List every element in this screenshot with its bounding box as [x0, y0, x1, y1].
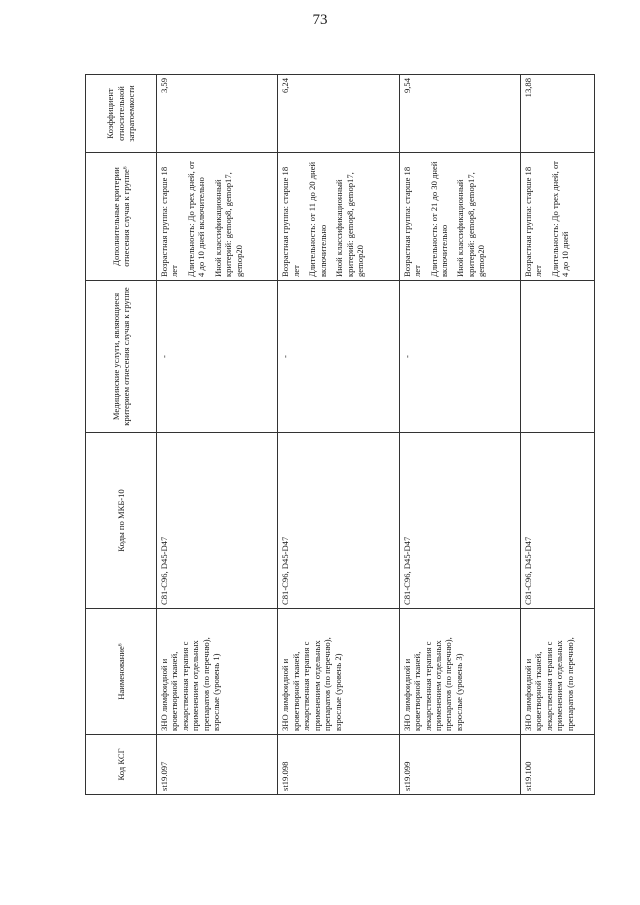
age-criterion: Возрастная группа: старше 18 лет [159, 166, 180, 277]
ksg-code-cell: st19.097 [157, 735, 278, 795]
header-mkb-codes: Коды по МКБ-10 [86, 433, 157, 609]
table-row [520, 75, 594, 795]
table-header-row [86, 75, 157, 795]
services-cell [520, 281, 594, 433]
ksg-code-cell: st19.098 [278, 735, 399, 795]
header-extra-criteria: Дополнительные критерии отнесения случая к группе⁶ [86, 153, 157, 281]
extra-criteria-cell [520, 153, 594, 281]
age-criterion: Возрастная группа: старше 18 лет [280, 166, 301, 277]
table-row [157, 75, 278, 795]
ksg-code-cell: st19.099 [399, 735, 520, 795]
header-medical-services: Медицинские услуги, являющиеся критерием отнесения случая к группе [86, 281, 157, 433]
ksg-code-cell: st19.100 [520, 735, 594, 795]
other-criterion: Иной классификационный критерий: gemop8, gemop17, gemop20 [455, 172, 487, 277]
name-cell: ЗНО лимфоидной и кроветворной тканей, лекарственная терапия с применением отдельных препаратов (по перечню), [520, 609, 594, 735]
name-cell: ЗНО лимфоидной и кроветворной тканей, лекарственная терапия с применением отдельных препаратов (по перечню), взрослые (уровень 1) [157, 609, 278, 735]
coefficient-cell: 3,59 [157, 75, 278, 153]
coefficient-cell: 6,24 [278, 75, 399, 153]
table-row [399, 75, 520, 795]
extra-criteria-cell [157, 153, 278, 281]
header-ksg-code: Код КСГ [86, 735, 157, 795]
services-cell: - [157, 281, 278, 433]
header-name: Наименование⁶ [86, 609, 157, 735]
duration-criterion: Длительность: До трех дней, от 4 до 10 дней [549, 161, 571, 277]
coefficient-cell: 13,88 [520, 75, 594, 153]
page-number: 73 [312, 12, 328, 28]
other-criterion: Иной классификационный критерий: gemop8, gemop17, gemop20 [334, 172, 366, 277]
mkb-cell: C81-C96, D45-D47 [278, 433, 399, 609]
mkb-cell: C81-C96, D45-D47 [157, 433, 278, 609]
ksg-table [85, 74, 595, 795]
duration-criterion: Длительность: До трех дней, от 4 до 10 дней включительно [185, 161, 207, 277]
mkb-cell: C81-C96, D45-D47 [520, 433, 594, 609]
rotated-table-wrapper [85, 75, 595, 795]
duration-criterion: Длительность: от 11 до 20 дней включительно [307, 161, 328, 277]
extra-criteria-cell [278, 153, 399, 281]
coefficient-cell: 9,54 [399, 75, 520, 153]
age-criterion: Возрастная группа: старше 18 лет [401, 166, 423, 277]
extra-criteria-cell [399, 153, 520, 281]
services-cell: - [278, 281, 399, 433]
name-cell: ЗНО лимфоидной и кроветворной тканей, лекарственная терапия с применением отдельных препаратов (по перечню), взрослые (уровень 2) [278, 609, 399, 735]
age-criterion: Возрастная группа: старше 18 лет [522, 166, 544, 277]
header-coefficient: Коэффициент относительной затратоемкости [86, 75, 157, 153]
table-row [278, 75, 399, 795]
mkb-cell: C81-C96, D45-D47 [399, 433, 520, 609]
duration-criterion: Длительность: от 21 до 30 дней включительно [428, 161, 449, 277]
services-cell: - [399, 281, 520, 433]
other-criterion: Иной классификационный критерий: gemop8, gemop17, gemop20 [212, 172, 244, 277]
name-cell: ЗНО лимфоидной и кроветворной тканей, лекарственная терапия с применением отдельных препаратов (по перечню), взрослые (уровень 3) [399, 609, 520, 735]
